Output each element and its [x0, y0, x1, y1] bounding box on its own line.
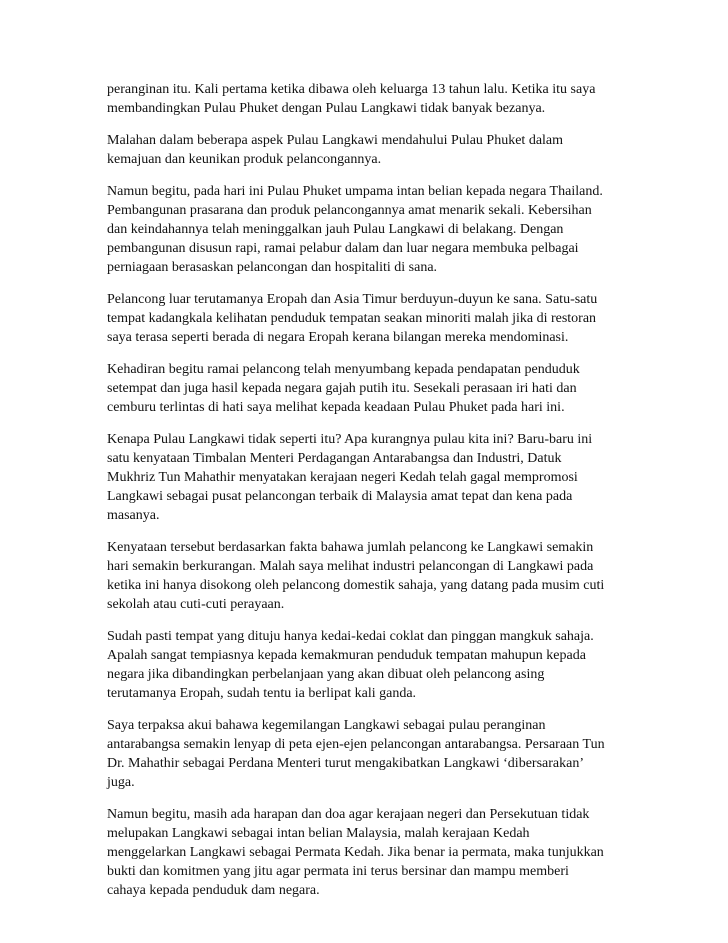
paragraph: Kenyataan tersebut berdasarkan fakta bahawa jumlah pelancong ke Langkawi semakin hari semakin berkurangan. Malah saya melihat industri pelancongan di Langkawi pada ketika ini hanya disokong oleh pelancong domestik sahaja, yang datang pada musim cuti sekolah atau cuti-cuti perayaan.: [107, 540, 605, 612]
paragraph: Saya terpaksa akui bahawa kegemilangan Langkawi sebagai pulau peranginan antarabangsa semakin lenyap di peta ejen-ejen pelancongan antarabangsa. Persaraan Tun Dr. Mahathir sebagai Perdana Menteri turut mengakibatkan Langkawi ‘dibersarakan’ juga.: [107, 718, 605, 790]
document-body: [107, 80, 627, 913]
paragraph: Namun begitu, pada hari ini Pulau Phuket umpama intan belian kepada negara Thailand. Pembangunan prasarana dan produk pelancongannya amat menarik sekali. Kebersihan dan keindahannya telah meninggalkan jauh Pulau Langkawi di belakang. Dengan pembangunan disusun rapi, ramai pelabur dalam dan luar negara membuka pelbagai perniagaan berasaskan pelancongan dan hospitaliti di sana.: [107, 184, 603, 275]
paragraph: Namun begitu, masih ada harapan dan doa agar kerajaan negeri dan Persekutuan tidak melupakan Langkawi sebagai intan belian Malaysia, malah kerajaan Kedah menggelarkan Langkawi sebagai Permata Kedah. Jika benar ia permata, maka tunjukkan bukti dan komitmen yang jitu agar permata ini terus bersinar dan mampu memberi cahaya kepada penduduk dam negara.: [107, 807, 604, 898]
paragraph: Sudah pasti tempat yang dituju hanya kedai-kedai coklat dan pinggan mangkuk sahaja. Apalah sangat tempiasnya kepada kemakmuran penduduk tempatan mahupun kepada negara jika dibandingkan perbelanjaan yang akan dibuat oleh pelancong asing terutamanya Eropah, sudah tentu ia berlipat kali ganda.: [107, 629, 594, 701]
paragraph: Pelancong luar terutamanya Eropah dan Asia Timur berduyun-duyun ke sana. Satu-satu tempat kadangkala kelihatan penduduk tempatan seakan minoriti malah jika di restoran saya terasa seperti berada di negara Eropah kerana bilangan mereka mendominasi.: [107, 292, 598, 345]
paragraph: peranginan itu. Kali pertama ketika dibawa oleh keluarga 13 tahun lalu. Ketika itu saya membandingkan Pulau Phuket dengan Pulau Langkawi tidak banyak bezanya.: [107, 82, 596, 116]
paragraph: Kehadiran begitu ramai pelancong telah menyumbang kepada pendapatan penduduk setempat dan juga hasil kepada negara gajah putih itu. Sesekali perasaan iri hati dan cemburu terlintas di hati saya melihat kepada keadaan Pulau Phuket pada hari ini.: [107, 362, 580, 415]
paragraph: Malahan dalam beberapa aspek Pulau Langkawi mendahului Pulau Phuket dalam kemajuan dan keunikan produk pelancongannya.: [107, 133, 564, 167]
paragraph: Kenapa Pulau Langkawi tidak seperti itu? Apa kurangnya pulau kita ini? Baru-baru ini satu kenyataan Timbalan Menteri Perdagangan Antarabangsa dan Industri, Datuk Mukhriz Tun Mahathir menyatakan kerajaan negeri Kedah telah gagal mempromosi Langkawi sebagai pusat pelancongan terbaik di Malaysia amat tepat dan kena pada masanya.: [107, 432, 593, 523]
